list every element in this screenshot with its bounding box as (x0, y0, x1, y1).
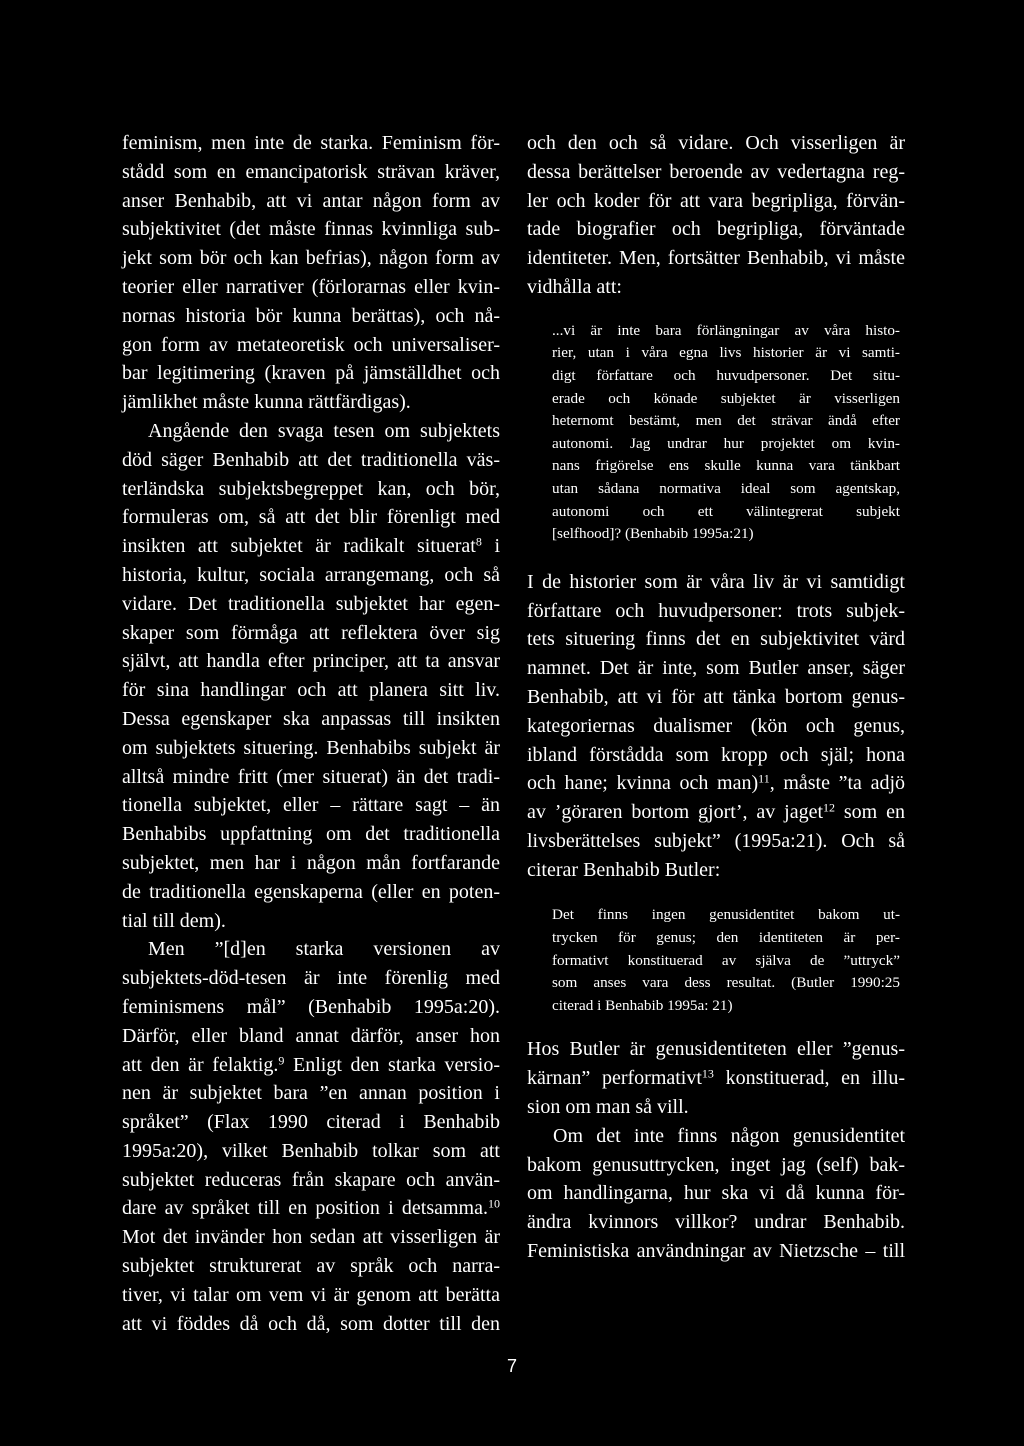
body-line: alltså mindre fritt (mer situerat) än det tradi- (122, 765, 500, 788)
body-line: citerar Benhabib Butler: (527, 858, 721, 881)
body-line: Benhabibs uppfattning om det traditionella (122, 823, 500, 846)
body-line: om subjektets situering. Benhabibs subjekt är (122, 736, 500, 759)
page-number: 7 (506, 1356, 517, 1376)
body-line: ändra kvinnors villkor? undrar Benhabib. (527, 1211, 905, 1234)
body-line: vidhålla att: (527, 275, 622, 298)
quote-line: ...vi är inte bara förlängningar av våra histo- (552, 321, 900, 339)
body-line: Feministiska användningar av Nietzsche – till (527, 1240, 905, 1263)
body-line: Mot det invänder hon sedan att visserligen är (122, 1226, 500, 1249)
block-quote-benhabib (552, 320, 900, 546)
body-line-with-footnote: och hane; kvinna och man)$^{11}$, måste ”ta adjö (527, 771, 905, 795)
body-line: stådd som en emancipatorisk strävan kräver, (122, 160, 500, 183)
body-line: identiteter. Men, fortsätter Benhabib, vi måste (527, 247, 905, 270)
body-line: bar legitimering (kraven på jämställdhet och (122, 362, 500, 385)
body-line: formuleras om, så att det blir förenligt med (122, 506, 500, 529)
footnote-marker: 13 (701, 1066, 714, 1081)
quote-line: erade och könade subjektet är visserligen (552, 389, 900, 407)
quote-line: nans frigörelse ens skulle kunna vara tänkbart (552, 457, 900, 475)
quote-line: som anses vara dess resultat. (Butler 1990:25 (552, 974, 900, 992)
right-column (527, 129, 905, 1266)
body-line-with-footnote: dare av språket till en position i detsamma.$^{10}$ (122, 1196, 500, 1220)
quote-line: utan sådana normativa ideal som agentskap, (552, 479, 900, 497)
body-line: I de historier som är våra liv är vi samtidigt (527, 570, 905, 593)
body-line-with-footnote: kärnan” performativt$^{13}$ konstituerad, en illu- (527, 1066, 905, 1090)
body-line: subjektets-död-tesen är inte förenlig med (122, 967, 500, 990)
body-line: historia, kultur, sociala arrangemang, och så (122, 563, 500, 586)
quote-line: rier, utan i våra egna livs historier är vi samti- (552, 344, 900, 362)
body-line: subjektet strukturerat av språk och narra- (122, 1255, 500, 1278)
body-line: gon form av metateoretisk och universaliser- (122, 333, 500, 356)
quote-line: citerad i Benhabib 1995a: 21) (552, 996, 733, 1014)
paragraph-start-line: Men ”[d]en starka versionen av (148, 938, 500, 961)
body-line: vidare. Det traditionella subjektet har egen- (122, 592, 500, 615)
body-line: död säger Benhabib att det traditionella väs- (122, 448, 500, 471)
body-line: tiver, vi talar om vem vi är genom att berätta (122, 1283, 500, 1306)
body-line: ibland förstådda som kropp och själ; hona (527, 743, 905, 766)
body-line: tial till dem). (122, 909, 226, 932)
quote-line: autonomi och ett välintegrerat subjekt (552, 502, 900, 520)
body-line: feminismens mål” (Benhabib 1995a:20). (122, 995, 500, 1018)
paragraph-start-line: Angående den svaga tesen om subjektets (148, 419, 500, 442)
block-quote-butler (552, 904, 900, 1017)
body-line: för sina handlingar och att planera sitt liv. (122, 679, 500, 702)
body-line: jämlikhet måste kunna rättfärdigas). (122, 391, 411, 414)
footnote-marker: 11 (758, 771, 770, 786)
body-line: terländska subjektsbegreppet kan, och bör, (122, 477, 500, 500)
quote-line: digt författare och huvudpersoner. Det situ- (552, 366, 900, 384)
body-line: bakom genusuttrycken, inget jag (self) bak- (527, 1153, 905, 1176)
body-line-with-footnote: insikten att subjektet är radikalt situerat$^8$ i (122, 534, 501, 558)
body-line: teorier eller narrativer (förlorarnas eller kvin- (122, 275, 500, 298)
body-line: kategoriernas dualismer (kön och genus, (527, 714, 905, 737)
quote-line: [selfhood]? (Benhabib 1995a:21) (552, 525, 754, 543)
body-line: jekt som bör och kan befrias), någon form av (122, 247, 500, 270)
body-line: livsberättelses subjekt” (1995a:21). Och så (527, 829, 905, 852)
body-line: feminism, men inte de starka. Feminism för- (122, 132, 500, 154)
quote-line: autonomi. Jag undrar hur projektet om kvin- (552, 434, 900, 452)
footnote-marker: 12 (823, 800, 836, 815)
body-line: nen är subjektet bara ”en annan position i (122, 1082, 500, 1105)
body-line: att vi föddes då och då, som dotter till den (122, 1312, 500, 1335)
body-line: 1995a:20), vilket Benhabib tolkar som att (122, 1139, 500, 1162)
body-line: Därför, eller bland annat därför, anser hon (122, 1024, 500, 1047)
body-line: dessa berättelser beroende av vedertagna reg- (527, 160, 905, 183)
body-line: subjektivitet (det måste finnas kvinnliga sub- (122, 218, 500, 241)
body-line: självt, att handla efter principer, att ta ansvar (122, 650, 500, 673)
body-line: de traditionella egenskaperna (eller en poten- (122, 880, 500, 903)
footnote-marker: 10 (488, 1196, 500, 1211)
quote-line: trycken för genus; den identiteten är per- (552, 929, 900, 947)
body-line: författare och huvudpersoner: trots subjek- (527, 599, 905, 622)
body-line: tionella subjektet, eller – rättare sagt – än (122, 794, 500, 817)
footnote-marker: 8 (475, 534, 482, 549)
body-line: tade biografier och begripliga, förväntade (527, 218, 905, 241)
body-line: ler och koder för att vara begripliga, förvän- (527, 189, 905, 212)
body-line: nornas historia bör kunna berättas), och nå- (122, 304, 500, 327)
body-line: och den och så vidare. Och visserligen är (527, 132, 905, 154)
left-column (122, 129, 500, 1338)
body-line: tets situering finns det en subjektivitet värd (527, 628, 905, 651)
quote-line: formativt konstituerad av själva de ”uttryck” (552, 951, 900, 969)
body-line-with-footnote: av ’göraren bortom gjort’, av jaget$^{12}$ som en (527, 800, 906, 824)
body-line: anser Benhabib, att vi antar någon form av (122, 189, 500, 212)
body-line: namnet. Det är inte, som Butler anser, säger (527, 657, 905, 680)
body-line: subjektet, men har i någon mån fortfarande (122, 851, 500, 874)
body-line: Dessa egenskaper ska anpassas till insikten (122, 707, 500, 730)
quote-line: heternomt bestämt, men det strävar ändå efter (552, 412, 900, 430)
body-line-with-footnote: att den är felaktig.$^9$ Enligt den starka versio- (122, 1052, 500, 1076)
body-line: språket” (Flax 1990 citerad i Benhabib (122, 1111, 500, 1134)
body-line: Benhabib, att vi för att tänka bortom genus- (527, 685, 905, 708)
body-line: sion om man så vill. (527, 1096, 689, 1119)
quote-line: Det finns ingen genusidentitet bakom ut- (552, 906, 900, 924)
body-line: skaper som förmåga att reflektera över sig (122, 621, 500, 644)
body-line: om handlingarna, hur ska vi då kunna för- (527, 1182, 905, 1205)
footnote-marker: 9 (278, 1052, 285, 1067)
body-line: subjektet reduceras från skapare och använ- (122, 1168, 500, 1191)
paragraph-start-line: Om det inte finns någon genusidentitet (553, 1124, 905, 1147)
body-line: Hos Butler är genusidentiteten eller ”genus- (527, 1038, 905, 1061)
